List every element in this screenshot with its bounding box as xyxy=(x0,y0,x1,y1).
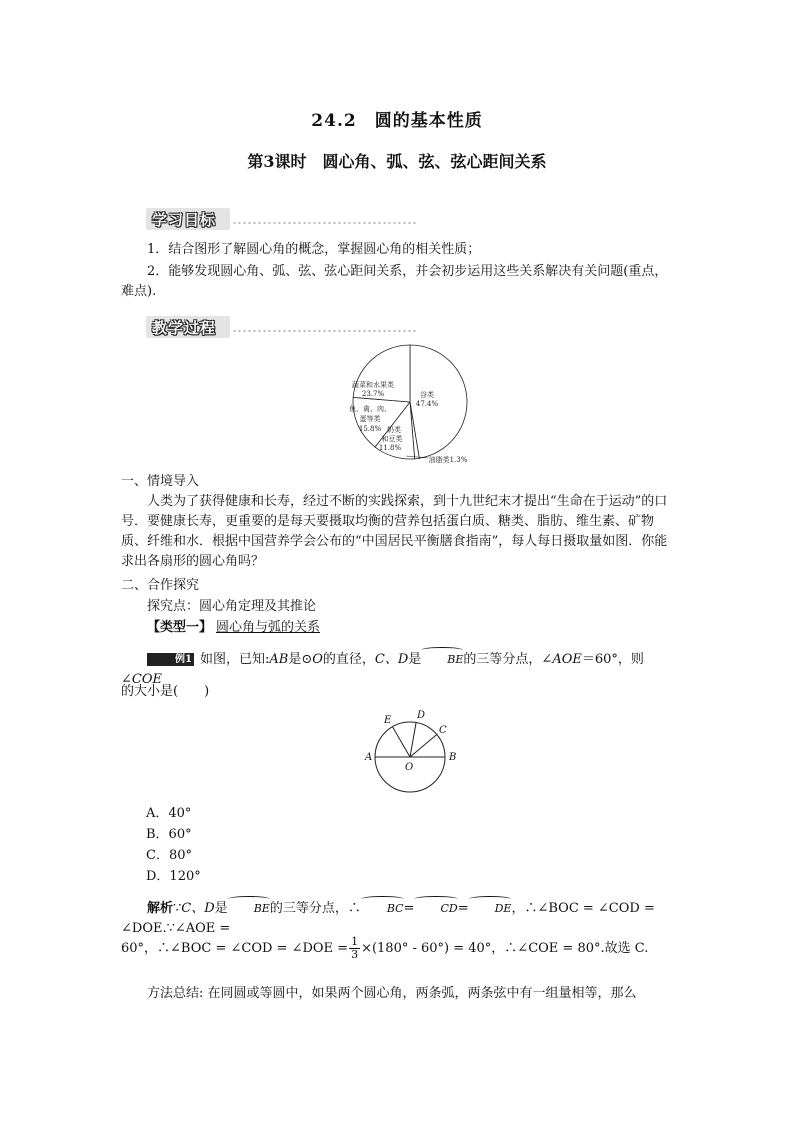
slice-label-dairy-value: 11.8% xyxy=(378,444,402,452)
point-e-label: E xyxy=(384,715,392,726)
point-c-label: C xyxy=(439,725,447,736)
process-banner-label: 教学过程 xyxy=(152,319,217,337)
slice-label-dairy-2: 和豆类 xyxy=(381,435,403,443)
semicircle-diagram xyxy=(360,702,460,794)
arc-be: BE xyxy=(421,650,463,670)
example-1-question-end: 的大小是( ) xyxy=(121,684,210,699)
option-d: D．120° xyxy=(146,869,201,884)
point-b-label: B xyxy=(449,752,457,763)
solution-line-1: 解析∵C、D是 BE的三等分点，∴ BC= CD= DE，∴∠BOC = ∠COD = ∠DOE.∵∠AOE = xyxy=(121,901,655,936)
process-banner xyxy=(146,316,418,338)
solution-label: 解析 xyxy=(147,901,174,916)
method-summary: 方法总结: 在同圆或等圆中，如果两个圆心角，两条弧，两条弦中有一组量相等，那么 xyxy=(147,986,637,1001)
point-o-label: O xyxy=(405,762,414,773)
section-title: 24.2 圆的基本性质 xyxy=(311,111,483,131)
point-d-label: D xyxy=(417,710,426,721)
explore-heading: 二、合作探究 xyxy=(121,578,200,593)
point-a-label: A xyxy=(365,752,373,763)
intro-heading: 一、情境导入 xyxy=(121,474,200,489)
slice-label-meat-2: 蛋等类 xyxy=(359,415,381,423)
slice-label-dairy: 奶类 xyxy=(387,426,401,434)
objective-item-1: 1．结合图形了解圆心角的概念，掌握圆心角的相关性质； xyxy=(147,242,481,257)
lesson-title: 第3课时 圆心角、弧、弦、弦心距间关系 xyxy=(247,152,547,171)
explore-point: 探究点：圆心角定理及其推论 xyxy=(147,599,317,614)
objective-item-2: 2．能够发现圆心角、弧、弦、弦心距间关系，并会初步运用这些关系解决有关问题(重点，难点). xyxy=(121,264,668,299)
slice-label-meat-value: 15.8% xyxy=(358,425,382,433)
slice-label-grain-value: 47.4% xyxy=(415,400,439,408)
example-badge: 例1 xyxy=(147,653,194,666)
option-b: B．60° xyxy=(146,827,192,842)
option-c: C．80° xyxy=(146,848,192,863)
type-one-title: 圆心角与弧的关系 xyxy=(216,620,321,635)
nutrition-pie-chart xyxy=(340,344,480,470)
objectives-banner xyxy=(146,208,418,230)
banner-dotted-rule xyxy=(232,329,418,333)
slice-label-vegetables-value: 23.7% xyxy=(361,390,385,398)
slice-label-vegetables: 蔬菜和水果类 xyxy=(352,381,394,389)
example-1-question: 例1 如图，已知:AB是⊙O的直径，C、D是 BE的三等分点，∠AOE＝60°，则∠COE xyxy=(121,652,644,687)
slice-label-oil: 油脂类1.3% xyxy=(428,456,468,464)
slice-label-meat: 鱼、禽、肉、 xyxy=(349,405,391,413)
slice-label-grain: 谷类 xyxy=(420,391,434,399)
fraction-one-third: $\frac{1}{3}$ xyxy=(351,935,359,961)
banner-dotted-rule xyxy=(232,221,418,225)
type-one-bracket: 【类型一】 xyxy=(147,620,213,635)
option-a: A．40° xyxy=(146,806,192,821)
radius-od xyxy=(410,723,416,758)
radius-oe xyxy=(393,727,411,757)
solution-line-2: 60°，∴∠BOC = ∠COD = ∠DOE = $\frac{1}{3}$ ×(180° - 60°) = 40°，∴∠COE = 80°.故选 C. xyxy=(121,935,649,961)
type-one-heading xyxy=(121,618,677,638)
radius-oc xyxy=(410,735,437,758)
intro-paragraph: 人类为了获得健康和长寿，经过不断的实践探索，到十九世纪末才提出“生命在于运动”的口号．要健康长寿，更重要的是每天要摄取均衡的营养包括蛋白质、糖类、脂肪、维生素、矿物质、纤维和水．根据中国营养学会公布的“中国居民平衡膳食指南”，每人每日摄取量如图．你能求出各扇形的圆心角吗？ xyxy=(121,494,668,569)
objectives-banner-label: 学习目标 xyxy=(152,211,217,229)
